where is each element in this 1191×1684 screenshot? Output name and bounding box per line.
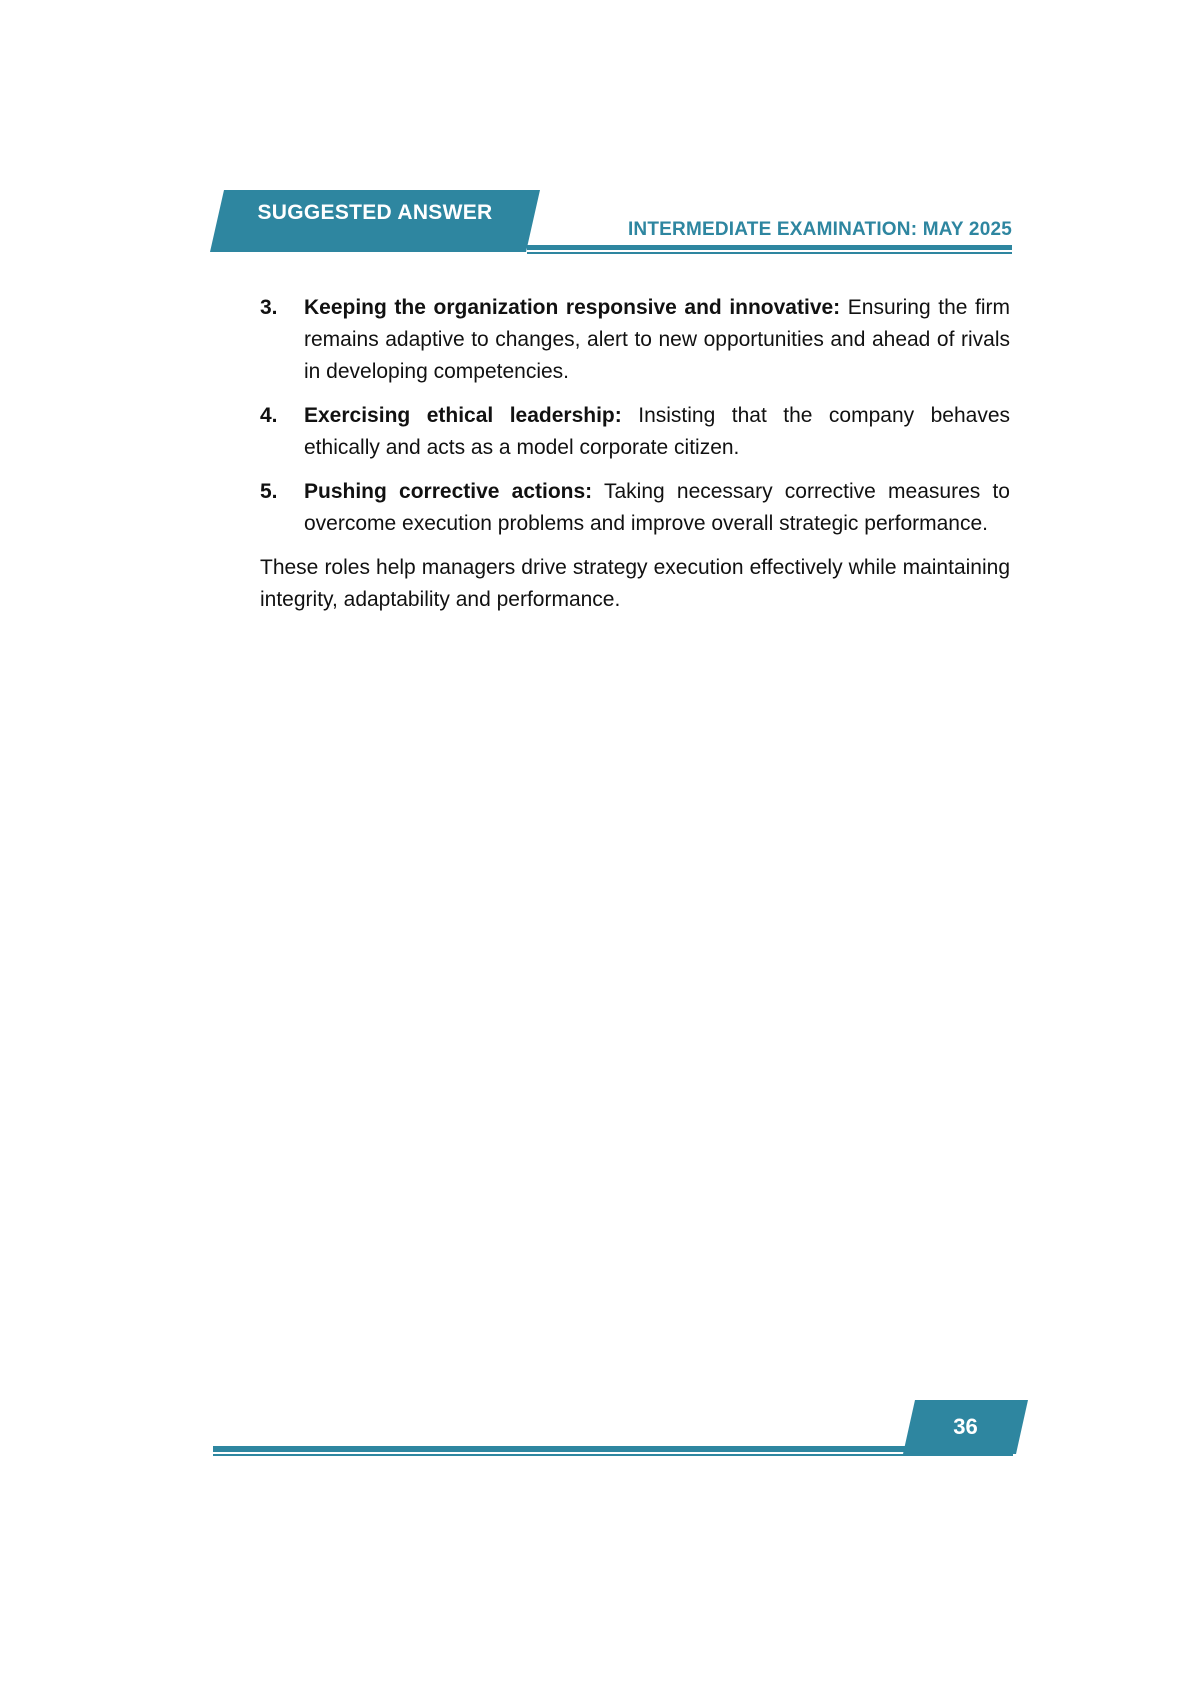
header-divider xyxy=(527,245,1012,250)
list-item-body xyxy=(304,292,1010,388)
footer-divider xyxy=(213,1446,913,1452)
list-item-text: Taking necessary corrective measures to overcome execution problems and improve overall strategic performance. xyxy=(304,480,1010,535)
list-item-number: 5. xyxy=(260,480,278,503)
header-divider-thin xyxy=(527,252,1012,254)
list-item-body xyxy=(304,400,1010,464)
list-item xyxy=(260,476,1010,540)
list-item-text: Insisting that the company behaves ethically and acts as a model corporate citizen. xyxy=(304,404,1011,459)
list-item xyxy=(260,292,1010,388)
footer-page-tab xyxy=(903,1400,1028,1454)
list-item-number: 4. xyxy=(260,404,278,427)
header-section-label: SUGGESTED ANSWER xyxy=(257,201,493,224)
list-item xyxy=(260,400,1010,464)
list-item-number: 3. xyxy=(260,296,278,319)
list-item-heading: Exercising ethical leadership: xyxy=(304,404,622,427)
header-exam-title: INTERMEDIATE EXAMINATION: MAY 2025 xyxy=(627,219,1012,240)
footer-divider-thin xyxy=(213,1454,1013,1456)
list-item-heading: Keeping the organization responsive and innovative: xyxy=(304,296,841,319)
conclusion-paragraph: These roles help managers drive strategy execution effectively while maintaining integrity, adaptability and performance. xyxy=(260,556,1010,611)
page-number: 36 xyxy=(953,1414,978,1439)
list-item-heading: Pushing corrective actions: xyxy=(304,480,593,503)
list-item-text: Ensuring the firm remains adaptive to changes, alert to new opportunities and ahead of rivals in developing competencies. xyxy=(304,296,1010,383)
list-item-body xyxy=(304,476,1010,540)
answer-content xyxy=(260,292,1010,637)
header-section-tab xyxy=(210,190,540,252)
